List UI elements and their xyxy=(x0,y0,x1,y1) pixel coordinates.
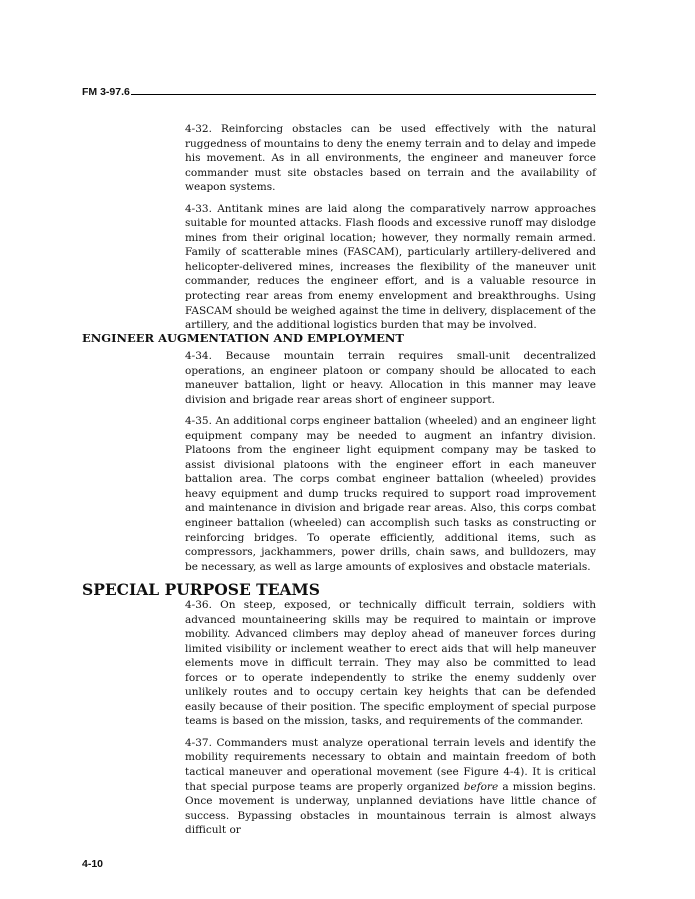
paragraph-4-36: 4-36. On steep, exposed, or technically difficult terrain, soldiers with advanced mountaineering skills may be required to maintain or improve mobility. Advanced climbers may deploy ahead of maneuver forces during limited visibility or inclement weather to erect aids that will help maneuver elements move in difficult terrain. They may also be committed to lead forces or to operate independently to strike the enemy suddenly over unlikely routes and to occupy certain key heights that can be defended easily because of their position. The specific employment of special purpose teams is based on the mission, tasks, and requirements of the commander. xyxy=(185,599,596,728)
section-obstacles xyxy=(185,122,596,333)
heading-engineer-augmentation: ENGINEER AUGMENTATION AND EMPLOYMENT xyxy=(82,331,404,345)
emphasis-before: before xyxy=(463,780,499,793)
header-rule xyxy=(131,94,596,95)
page-number: 4-10 xyxy=(82,858,104,870)
paragraph-4-33: 4-33. Antitank mines are laid along the comparatively narrow approaches suitable for mounted attacks. Flash floods and excessive runoff may dislodge mines from their original location; however, they normally remain armed. Family of scatterable mines (FASCAM), particularly artillery-delivered and helicopter-delivered mines, increases the flexibility of the maneuver unit commander, reduces the engineer effort, and is a valuable resource in protecting rear areas from enemy envelopment and breakthroughs. Using FASCAM should be weighed against the time in delivery, displacement of the artillery, and the additional logistics burden that may be involved. xyxy=(185,202,596,332)
paragraph-4-37-text: 4-37. Commanders must analyze operational terrain levels and identify the mobility requirements necessary to obtain and maintain freedom of both tactical maneuver and operational movement (see Figure 4-4). It is critical that special purpose teams are properly organized xyxy=(185,736,596,793)
heading-special-purpose-teams: SPECIAL PURPOSE TEAMS xyxy=(82,580,320,599)
section-engineer-augmentation xyxy=(185,349,596,574)
paragraph-4-34: 4-34. Because mountain terrain requires small-unit decentralized operations, an engineer platoon or company should be allocated to each maneuver battalion, light or heavy. Allocation in this manner may leave division and brigade rear areas short of engineer support. xyxy=(185,350,596,406)
section-special-purpose-teams xyxy=(185,598,596,838)
document-code: FM 3-97.6 xyxy=(82,86,130,98)
running-header xyxy=(82,84,596,98)
paragraph-4-32: 4-32. Reinforcing obstacles can be used effectively with the natural ruggedness of mountains to deny the enemy terrain and to delay and impede his movement. As in all environments, the engineer and maneuver force commander must site obstacles based on terrain and the availability of weapon systems. xyxy=(185,123,596,194)
paragraph-4-37-text-cont: a mission begins. Once movement is underway, unplanned deviations have little chance of success. Bypassing obstacles in mountainous terrain is almost always difficult or xyxy=(185,780,596,837)
paragraph-4-35: 4-35. An additional corps engineer battalion (wheeled) and an engineer light equipment company may be needed to augment an infantry division. Platoons from the engineer light equipment company may be tasked to assist divisional platoons with the engineer effort in each maneuver battalion area. The corps combat engineer battalion (wheeled) provides heavy equipment and dump trucks required to support road improvement and maintenance in division and brigade rear areas. Also, this corps combat engineer battalion (wheeled) can accomplish such tasks as constructing or reinforcing bridges. To operate efficiently, additional items, such as compressors, jackhammers, power drills, chain saws, and bulldozers, may be necessary, as well as large amounts of explosives and obstacle materials. xyxy=(185,415,596,573)
paragraph-4-37 xyxy=(185,736,596,838)
